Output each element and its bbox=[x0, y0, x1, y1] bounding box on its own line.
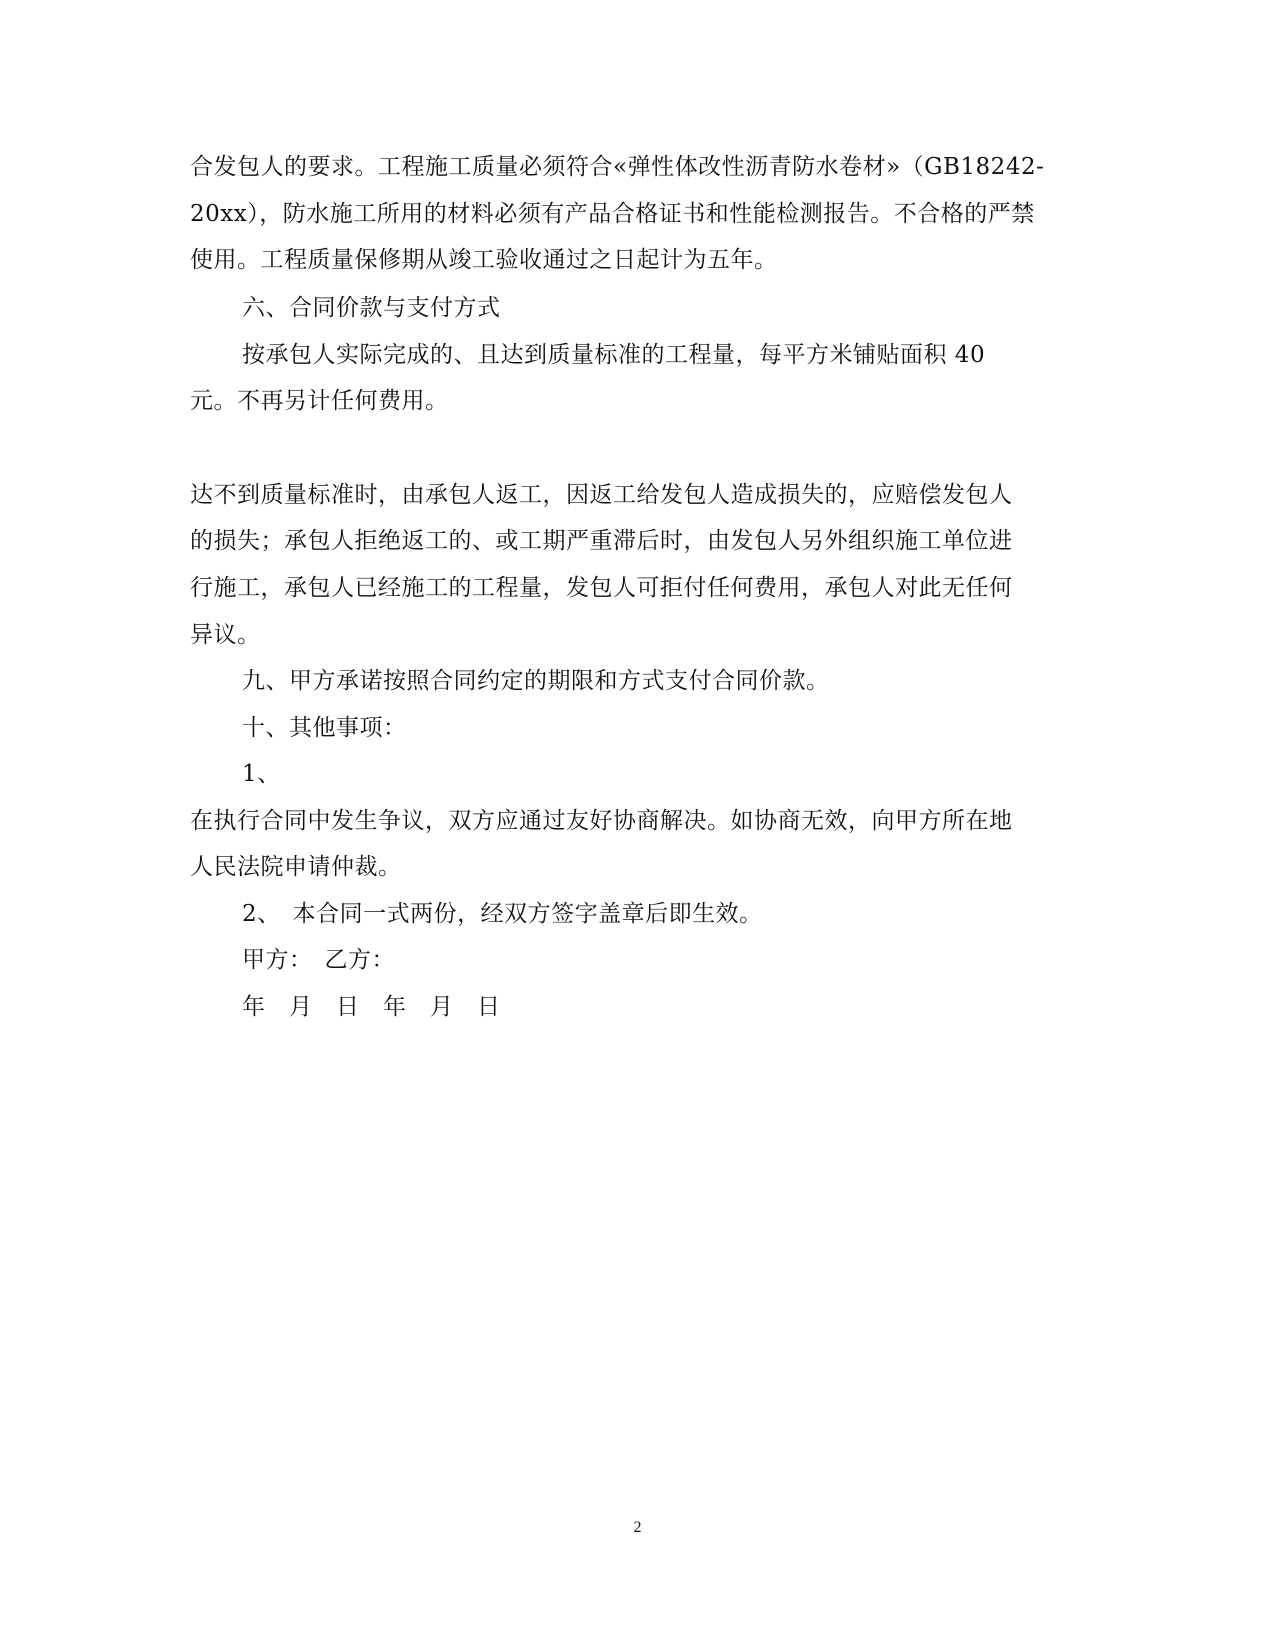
paragraph-line: 在执行合同中发生争议，双方应通过友好协商解决。如协商无效，向甲方所在地 bbox=[190, 808, 1013, 834]
paragraph-line: 元。不再另计任何费用。 bbox=[190, 388, 449, 414]
paragraph-line: 合发包人的要求。工程施工质量必须符合«弹性体改性沥青防水卷材»（GB18242- bbox=[190, 154, 1045, 180]
paragraph-line: 的损失；承包人拒绝返工的、或工期严重滞后时，由发包人另外组织施工单位进 bbox=[190, 528, 1013, 554]
section-heading: 六、合同价款与支付方式 bbox=[242, 295, 501, 321]
section-heading: 十、其他事项： bbox=[242, 715, 407, 741]
paragraph-line: 异议。 bbox=[190, 622, 261, 648]
signature-dates: 年 月 日 年 月 日 bbox=[242, 994, 501, 1020]
list-item: 2、 本合同一式两份，经双方签字盖章后即生效。 bbox=[242, 901, 763, 927]
paragraph-line: 20xx），防水施工所用的材料必须有产品合格证书和性能检测报告。不合格的严禁 bbox=[190, 201, 1035, 227]
section-heading: 九、甲方承诺按照合同约定的期限和方式支付合同价款。 bbox=[242, 668, 830, 694]
signature-parties: 甲方： 乙方： bbox=[242, 947, 395, 973]
paragraph-line: 行施工，承包人已经施工的工程量，发包人可拒付任何费用，承包人对此无任何 bbox=[190, 575, 1013, 601]
paragraph-line: 使用。工程质量保修期从竣工验收通过之日起计为五年。 bbox=[190, 247, 778, 273]
list-item-number: 1、 bbox=[242, 761, 281, 787]
paragraph-line: 按承包人实际完成的、且达到质量标准的工程量，每平方米铺贴面积 40 bbox=[242, 342, 986, 368]
page-number: 2 bbox=[633, 1519, 642, 1536]
paragraph-line: 达不到质量标准时，由承包人返工，因返工给发包人造成损失的，应赔偿发包人 bbox=[190, 482, 1013, 508]
paragraph-line: 人民法院申请仲裁。 bbox=[190, 854, 402, 880]
